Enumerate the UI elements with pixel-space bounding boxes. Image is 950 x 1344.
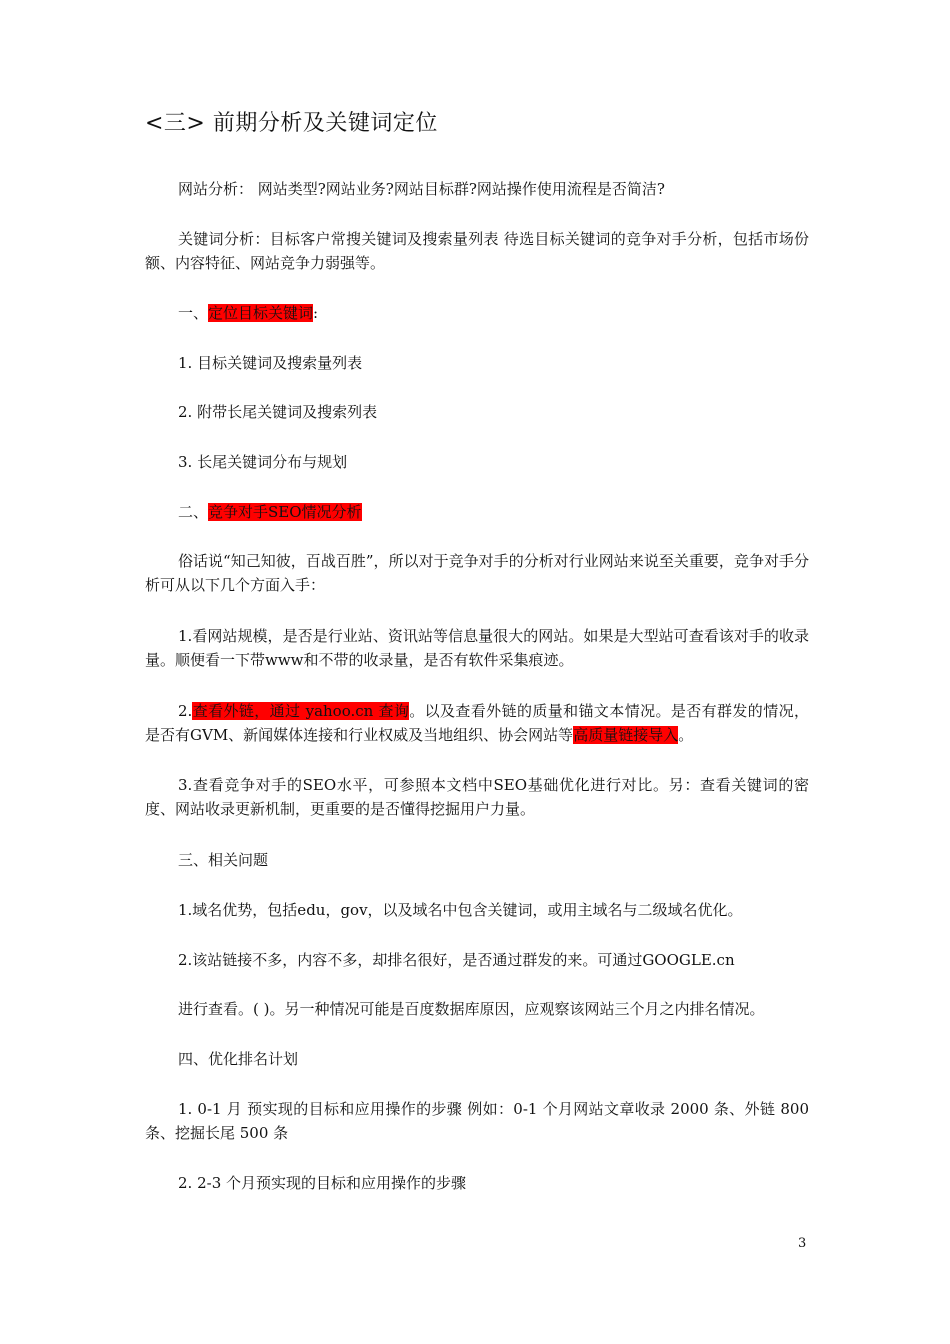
list-item: 3. 长尾关键词分布与规划 [178, 453, 348, 471]
page-number: 3 [798, 1236, 807, 1251]
section-heading: <三> 前期分析及关键词定位 [145, 111, 438, 136]
subsection-ranking-plan: 四、优化排名计划 [178, 1050, 299, 1068]
subsection-locate-keywords [145, 301, 809, 325]
plan-step-two: 2. 2-3 个月预实现的目标和应用操作的步骤 [178, 1174, 467, 1192]
subsection-number: 二、 [178, 503, 209, 521]
highlighted-text: 高质量链接导入 [573, 726, 679, 744]
site-scale-paragraph: 1.看网站规模，是否是行业站、资讯站等信息量很大的网站。如果是大型站可查看该对手的收录量。顺便看一下带www和不带的收录量，是否有软件采集痕迹。 [145, 627, 809, 669]
paragraph-text: 。以及查看外链的质量和锚文本情况。是否有群发的情况，是否有GVM、新闻媒体连接和行业权威及当地组织、协会网站等 [145, 702, 809, 744]
highlighted-text: 查看外链，通过 yahoo.cn 查询 [192, 702, 410, 720]
backlink-paragraph [145, 699, 809, 747]
database-paragraph: 进行查看。( )。另一种情况可能是百度数据库原因，应观察该网站三个月之内排名情况。 [178, 1000, 765, 1018]
subsection-competitor-analysis [145, 500, 809, 524]
list-item: 1. 目标关键词及搜索量列表 [178, 354, 363, 372]
subsection-number: 一、 [178, 304, 209, 322]
paragraph-end: 。 [678, 726, 694, 744]
subsection-colon: : [313, 304, 319, 322]
highlighted-text: 竞争对手SEO情况分析 [208, 503, 362, 521]
website-analysis-paragraph: 网站分析： 网站类型?网站业务?网站目标群?网站操作使用流程是否简洁? [178, 180, 665, 198]
link-ranking-paragraph: 2.该站链接不多，内容不多，却排名很好，是否通过群发的来。可通过GOOGLE.cn [178, 951, 735, 969]
domain-advantage-paragraph: 1.域名优势，包括edu，gov，以及域名中包含关键词，或用主域名与二级域名优化。 [178, 901, 743, 919]
list-item: 2. 附带长尾关键词及搜索列表 [178, 403, 378, 421]
highlighted-text: 定位目标关键词 [208, 304, 314, 322]
keyword-analysis-paragraph: 关键词分析：目标客户常搜关键词及搜索量列表 待选目标关键词的竞争对手分析，包括市场份额、内容特征、网站竞争力弱强等。 [145, 230, 809, 272]
plan-step-one: 1. 0-1 月 预实现的目标和应用操作的步骤 例如：0-1 个月网站文章收录 2000 条、外链 800 条、挖掘长尾 500 条 [145, 1100, 809, 1142]
subsection-related-issues: 三、相关问题 [178, 851, 269, 869]
seo-level-paragraph: 3.查看竞争对手的SEO水平，可参照本文档中SEO基础优化进行对比。另：查看关键词的密度、网站收录更新机制，更重要的是否懂得挖掘用户力量。 [145, 776, 809, 818]
item-number: 2. [178, 702, 193, 720]
proverb-paragraph: 俗话说“知己知彼，百战百胜”，所以对于竞争对手的分析对行业网站来说至关重要，竞争对手分析可从以下几个方面入手： [145, 552, 809, 594]
